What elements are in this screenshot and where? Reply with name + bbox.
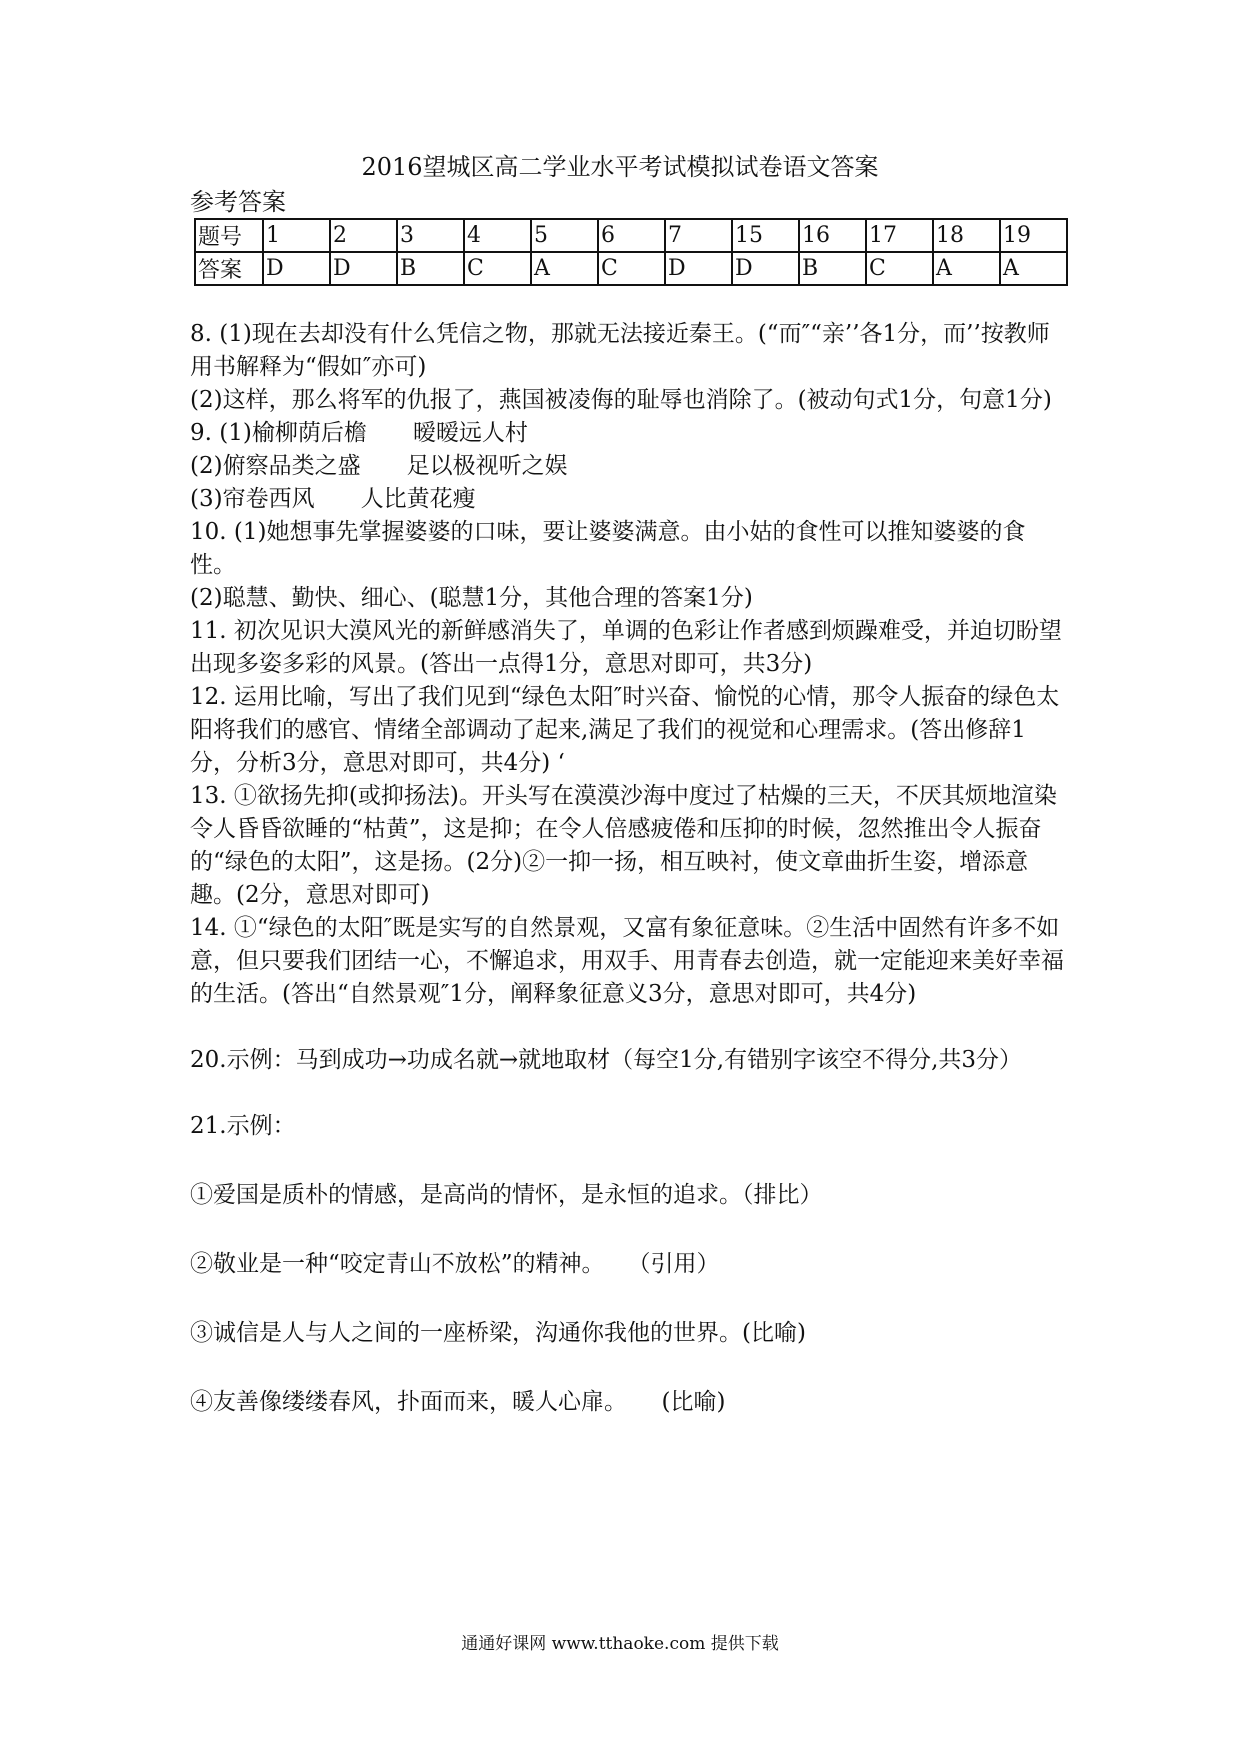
answer-cell: D (665, 252, 732, 285)
page-footer: 通通好课网 www.tthaoke.com 提供下载 (461, 1634, 779, 1654)
answer-paragraph-q9-3: (3)帘卷西风 人比黄花瘦 (190, 486, 476, 512)
answer-paragraph-q10-1: 10. (1)她想事先掌握婆婆的口味，要让婆婆满意。由小姑的食性可以推知婆婆的食性。 (190, 519, 1026, 578)
answer-paragraph-q13: 13. ①欲扬先抑(或抑扬法)。开头写在漠漠沙海中度过了枯燥的三天，不厌其烦地渲染令人昏昏欲睡的“枯黄”，这是抑；在令人倍感疲倦和压抑的时候，忽然推出令人振奋的“绿色的太阳”，这是扬。(2分)②一抑一扬，相互映衬，使文章曲折生姿，增添意趣。(2分，意思对即可) (190, 783, 1057, 908)
question-number-cell: 6 (598, 219, 665, 252)
question-number-row (195, 219, 1067, 252)
answer-cell: D (330, 252, 397, 285)
answer-paragraph-q11: 11. 初次见识大漠风光的新鲜感消失了，单调的色彩让作者感到烦躁难受，并迫切盼望出现多姿多彩的风景。(答出一点得1分，意思对即可，共3分) (190, 618, 1062, 677)
question-number-cell: 17 (866, 219, 933, 252)
answer-cell: D (263, 252, 330, 285)
answer-paragraph-q21-head: 21.示例： (190, 1113, 296, 1139)
question-number-cell: 2 (330, 219, 397, 252)
answer-cell: C (598, 252, 665, 285)
answer-cell: C (464, 252, 531, 285)
answer-paragraph-q20: 20.示例：马到成功→功成名就→就地取材（每空1分,有错别字该空不得分,共3分） (190, 1047, 1023, 1073)
answer-cell: B (397, 252, 464, 285)
question-number-cell: 18 (933, 219, 1000, 252)
answer-paragraph-q8-1: 8. (1)现在去却没有什么凭信之物，那就无法接近秦王。(“而″“亲’’各1分，而’’按教师用书解释为“假如″亦可) (190, 321, 1050, 380)
answer-paragraph-q9-2: (2)俯察品类之盛 足以极视听之娱 (190, 453, 568, 479)
row-header-question-number: 题号 (195, 219, 263, 252)
answer-paragraph-q21-item-2: ②敬业是一种“咬定青山不放松”的精神。 （引用） (190, 1251, 720, 1277)
section-label: 参考答案 (190, 188, 286, 216)
question-number-cell: 16 (799, 219, 866, 252)
question-number-cell: 4 (464, 219, 531, 252)
answer-paragraph-q12: 12. 运用比喻，写出了我们见到“绿色太阳″时兴奋、愉悦的心情，那令人振奋的绿色太阳将我们的感官、情绪全部调动了起来,满足了我们的视觉和心理需求。(答出修辞1分，分析3分，意思对即可，共4分) ‘ (190, 684, 1060, 776)
answer-paragraph-q10-2: (2)聪慧、勤快、细心、(聪慧1分，其他合理的答案1分) (190, 585, 753, 611)
answer-paragraph-q14: 14. ①“绿色的太阳″既是实写的自然景观，又富有象征意味。②生活中固然有许多不如意，但只要我们团结一心，不懈追求，用双手、用青春去创造，就一定能迎来美好幸福的生活。(答出“自然景观″1分，阐释象征意义3分，意思对即可，共4分) (190, 915, 1064, 1007)
question-number-cell: 15 (732, 219, 799, 252)
answer-paragraph-q21-item-3: ③诚信是人与人之间的一座桥梁，沟通你我他的世界。(比喻) (190, 1320, 806, 1346)
row-header-answer: 答案 (195, 252, 263, 285)
answer-cell: A (1000, 252, 1067, 285)
answer-body (190, 318, 1064, 1419)
answer-cell: A (933, 252, 1000, 285)
answer-paragraph-q21-item-1: ①爱国是质朴的情感，是高尚的情怀，是永恒的追求。（排比） (190, 1182, 823, 1208)
answer-paragraph-q8-2: (2)这样，那么将军的仇报了，燕国被凌侮的耻辱也消除了。(被动句式1分，句意1分) (190, 387, 1052, 413)
page-title: 2016望城区高二学业水平考试模拟试卷语文答案 (361, 153, 879, 181)
question-number-cell: 5 (531, 219, 598, 252)
question-number-cell: 7 (665, 219, 732, 252)
answer-paragraph-q21-item-4: ④友善像缕缕春风，扑面而来，暖人心扉。 (比喻) (190, 1389, 726, 1415)
answer-cell: A (531, 252, 598, 285)
answer-cell: C (866, 252, 933, 285)
answer-row (195, 252, 1067, 285)
answer-cell: D (732, 252, 799, 285)
answer-table (194, 218, 1068, 286)
answer-cell: B (799, 252, 866, 285)
question-number-cell: 1 (263, 219, 330, 252)
question-number-cell: 19 (1000, 219, 1067, 252)
question-number-cell: 3 (397, 219, 464, 252)
answer-paragraph-q9-1: 9. (1)榆柳荫后檐 暧暧远人村 (190, 420, 528, 446)
